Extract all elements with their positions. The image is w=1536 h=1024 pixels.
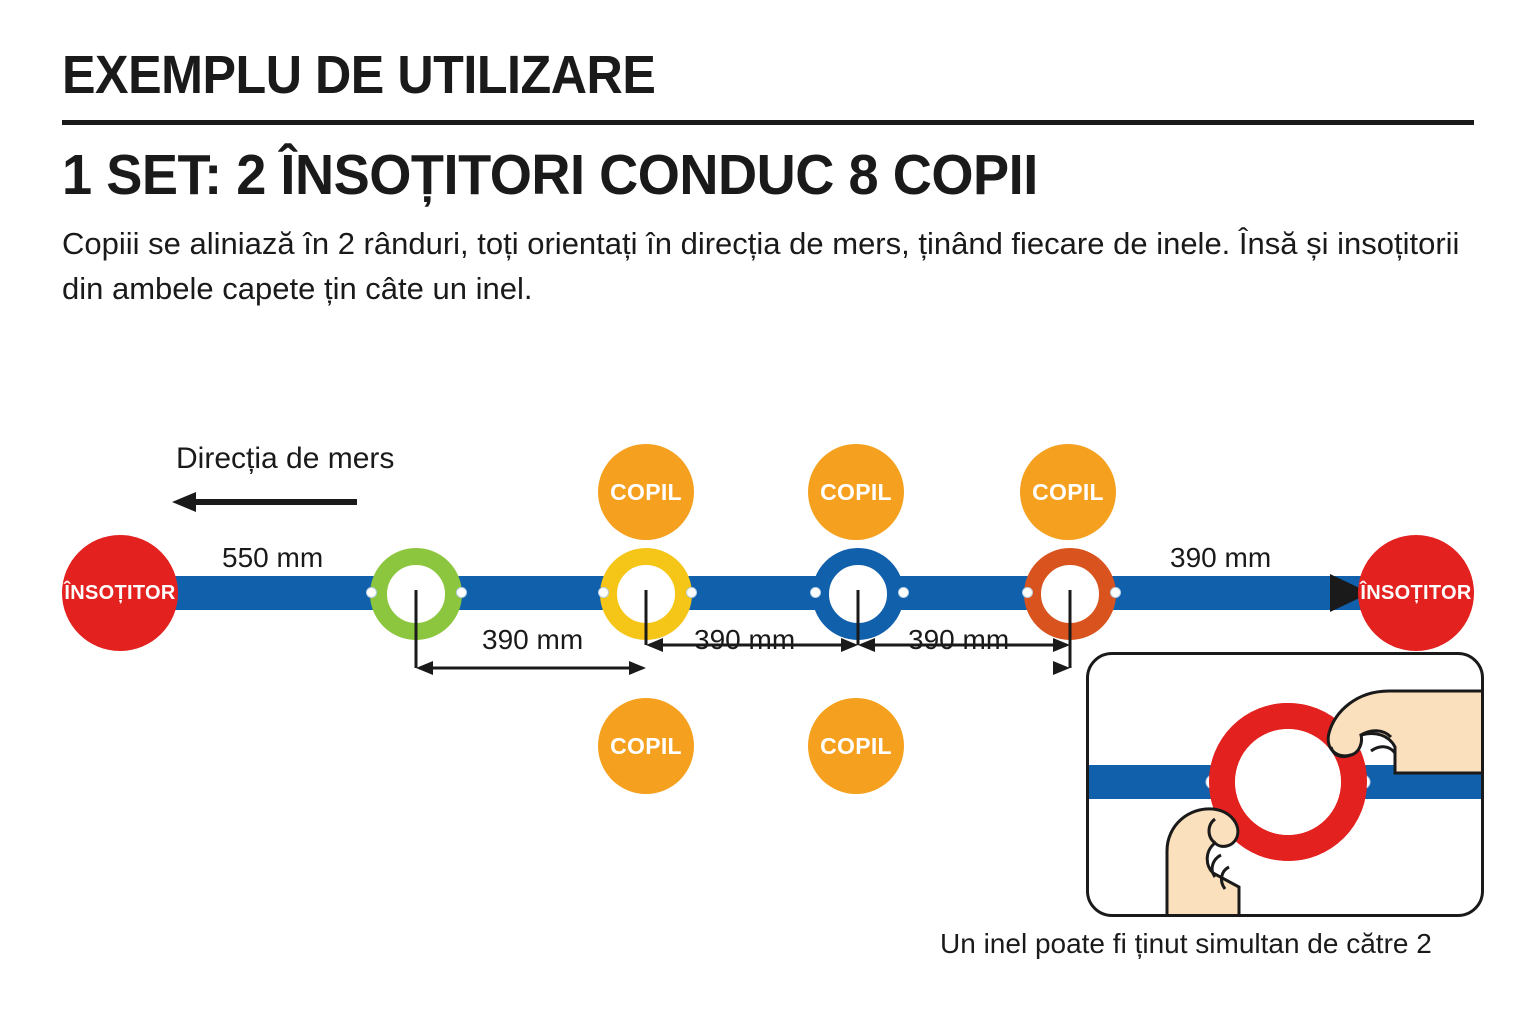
inset-panel [1086, 652, 1484, 917]
adult-left-bubble: ÎNSOȚITOR [62, 535, 178, 651]
dimension-390mm-1: 390 mm [482, 624, 584, 655]
adult-right-bubble: ÎNSOȚITOR [1358, 535, 1474, 651]
measurement-brackets [395, 590, 1085, 695]
inset-caption: Un inel poate fi ținut simultan de către 2 [940, 928, 1432, 959]
usage-diagram [0, 420, 1536, 1024]
child-bubble-top-1: COPIL [598, 444, 694, 540]
dimension-390mm-2: 390 mm [694, 624, 796, 655]
header [62, 45, 1474, 312]
header-divider [62, 120, 1474, 125]
child-bubble-bottom-1: COPIL [598, 698, 694, 794]
ring-orange-dot-right [1110, 587, 1121, 598]
inset-illustration [1089, 655, 1484, 917]
page-title: 1 SET: 2 ÎNSOȚITORI CONDUC 8 COPII [62, 143, 1038, 207]
page-subtitle: Copiii se aliniază în 2 rânduri, toți orientați în direcția de mers, ținând fiecare de inele. Însă și insoțitorii din ambele capete țin câte un inel. [62, 226, 1460, 306]
direction-label: Direcția de mers [176, 442, 395, 475]
child-bubble-top-3: COPIL [1020, 444, 1116, 540]
ring-green-dot-left [366, 587, 377, 598]
dimension-390mm-3: 390 mm [908, 624, 1010, 655]
eyebrow-heading: EXEMPLU DE UTILIZARE [62, 45, 656, 105]
dimension-550mm: 550 mm [222, 542, 324, 573]
dimension-390mm-right: 390 mm [1170, 542, 1272, 573]
child-bubble-top-2: COPIL [808, 444, 904, 540]
direction-arrow-icon [172, 492, 357, 512]
child-bubble-bottom-2: COPIL [808, 698, 904, 794]
